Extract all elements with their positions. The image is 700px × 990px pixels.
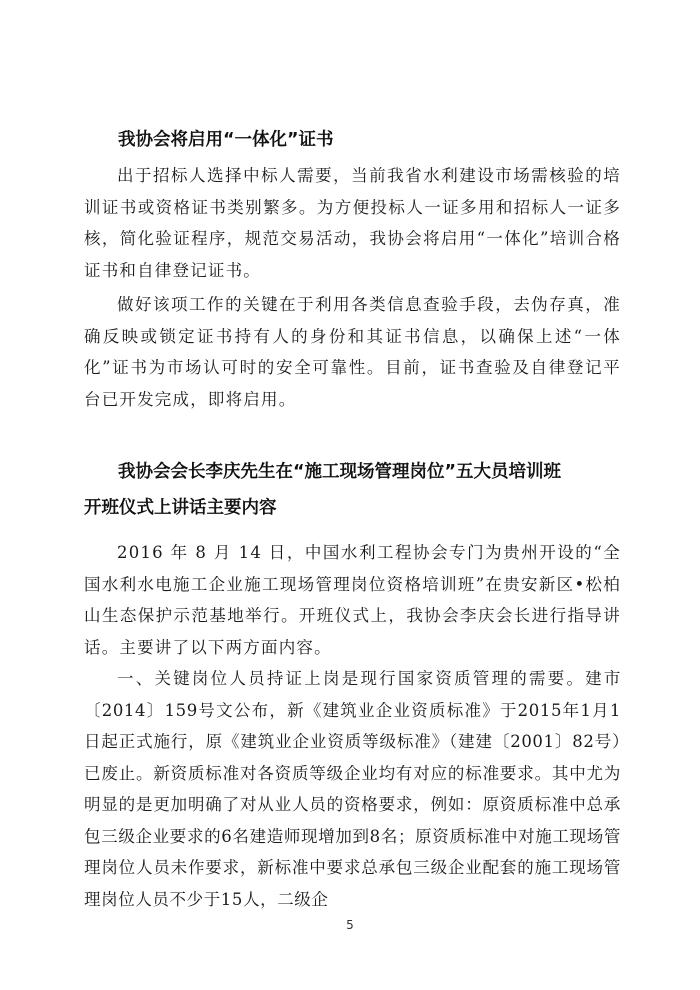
section2-title-continued: 开班仪式上讲话主要内容 — [84, 498, 277, 518]
section2-title: 我协会会长李庆先生在“施工现场管理岗位”五大员培训班 — [118, 462, 562, 482]
page-number: 5 — [346, 918, 354, 932]
section2-paragraph-1: 2016 年 8 月 14 日，中国水利工程协会专门为贵州开设的“全国水利水电施工企业施工现场管理岗位资格培训班”在贵安新区•松柏山生态保护示范基地举行。开班仪式上，我协会李庆会长进行指导讲话。主要讲了以下两方面内容。 — [84, 543, 621, 657]
section2-paragraph-2: 一、关键岗位人员持证上岗是现行国家资质管理的需要。建市〔2014〕159号文公布，新《建筑业企业资质标准》于2015年1月1日起正式施行，原《建筑业企业资质等级标准》（建建〔2001〕82号）已废止。新资质标准对各资质等级企业均有对应的标准要求。其中尤为明显的是更加明确了对从业人员的资格要求，例如：原资质标准中总承包三级企业要求的6名建造师现增加到8名；原资质标准中对施工现场管理岗位人员未作要求，新标准中要求总承包三级企业配套的施工现场管理岗位人员不少于15人，二级企 — [84, 669, 621, 909]
section1-paragraph-2: 做好该项工作的关键在于利用各类信息查验手段，去伪存真，准确反映或锁定证书持有人的身份和其证书信息，以确保上述“一体化”证书为市场认可时的安全可靠性。目前，证书查验及自律登记平台已开发完成，即将启用。 — [84, 295, 621, 409]
section1-title: 我协会将启用“一体化”证书 — [118, 130, 334, 150]
section1-paragraph-1: 出于招标人选择中标人需要，当前我省水利建设市场需核验的培训证书或资格证书类别繁多。为方便投标人一证多用和招标人一证多核，简化验证程序，规范交易活动，我协会将启用“一体化”培训合格证书和自律登记证书。 — [84, 166, 621, 280]
